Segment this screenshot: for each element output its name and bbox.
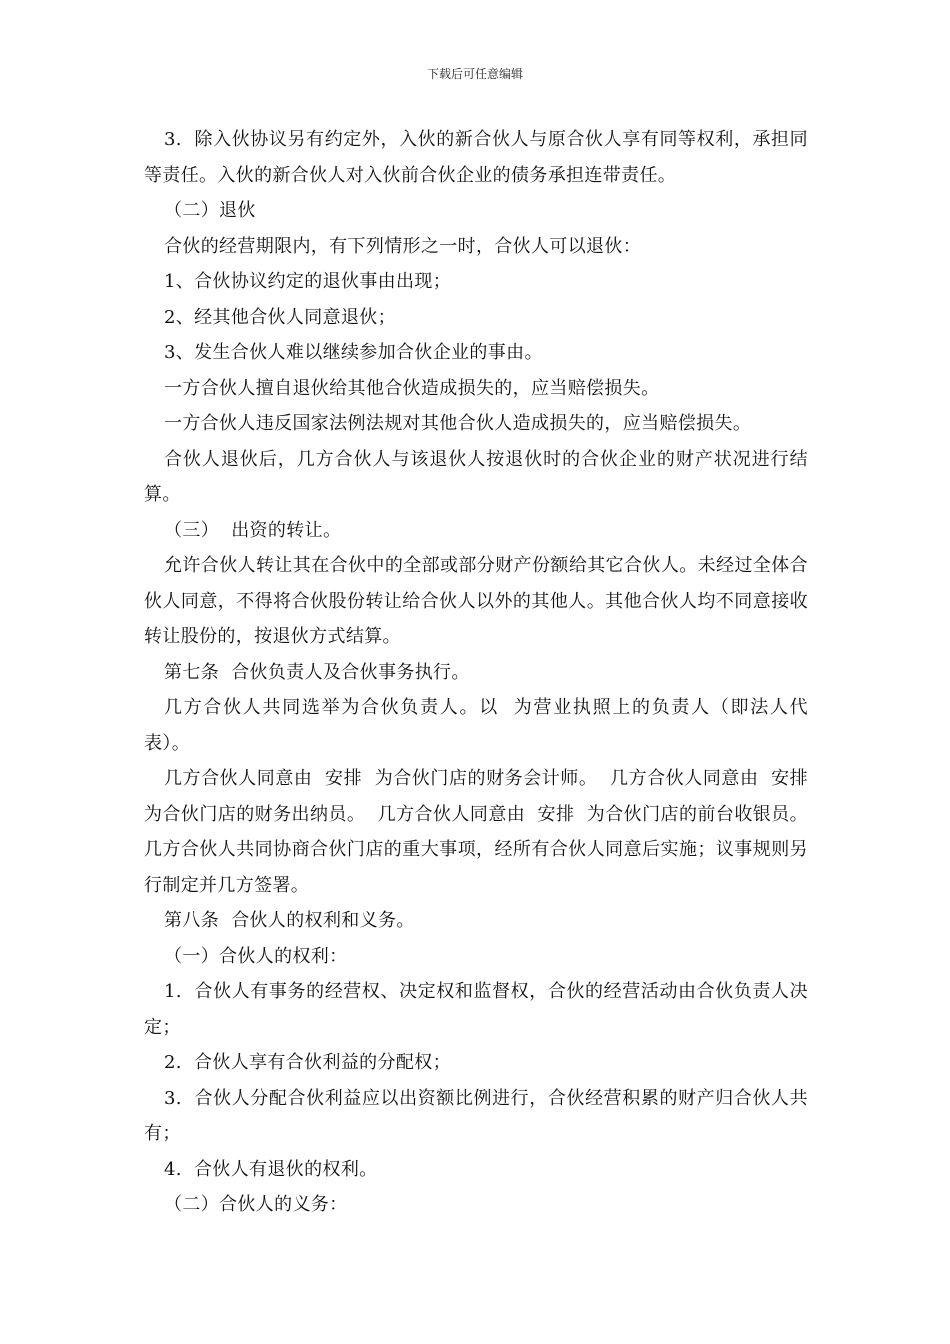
list-item-withdrawal-3: 3、发生合伙人难以继续参加合伙企业的事由。 [164,342,543,363]
section-heading-obligations: （二）合伙人的义务： [164,1194,348,1215]
section-heading-rights: （一）合伙人的权利： [164,945,348,967]
list-item-withdrawal-1: 1、合伙协议约定的退伙事由出现； [164,271,452,292]
section-heading-transfer: （三） 出资的转让。 [164,519,342,541]
paragraph-law-violation: 一方合伙人违反国家法例法规对其他合伙人造成损失的，应当赔偿损失。 [164,413,752,434]
paragraph-staff-arrangement: 几方合伙人同意由 安排 为合伙门店的财务会计师。 几方合伙人同意由 安排 为合伙门店的财务出纳员。 几方合伙人同意由 安排 为合伙门店的前台收银员。 几方合伙人共同协商合伙门店的重大事项，经所有合伙人同意后实施；议事规则另行制定并几方签署。 [144,768,821,896]
list-item-withdrawal-2: 2、经其他合伙人同意退伙； [164,306,397,328]
section-heading-withdrawal: （二）退伙 [164,200,256,221]
article-heading-eight: 第八条 合伙人的权利和义务。 [164,910,415,931]
page-header: 下载后可任意编辑 [426,67,523,81]
paragraph-unauthorized-withdrawal: 一方合伙人擅自退伙给其他合伙造成损失的，应当赔偿损失。 [164,377,660,399]
document-body [144,122,821,1223]
list-item-right-1: 1. 合伙人有事务的经营权、决定权和监督权，合伙的经营活动由合伙负责人决定； [144,981,808,1038]
article-heading-seven: 第七条 合伙负责人及合伙事务执行。 [164,661,470,683]
paragraph-withdrawal-conditions: 合伙的经营期限内，有下列情形之一时，合伙人可以退伙： [164,235,642,257]
list-item-right-4: 4. 合伙人有退伙的权利。 [164,1158,378,1180]
list-item-right-2: 2. 合伙人享有合伙利益的分配权； [164,1052,451,1073]
list-item-right-3: 3. 合伙人分配合伙利益应以出资额比例进行，合伙经营积累的财产归合伙人共有； [144,1087,808,1144]
paragraph-capital-transfer: 允许合伙人转让其在合伙中的全部或部分财产份额给其它合伙人。未经过全体合伙人同意，不得将合伙股份转让给合伙人以外的其他人。其他合伙人均不同意接收转让股份的，按退伙方式结算。 [144,555,808,647]
paragraph-responsible-person: 几方合伙人共同选举为合伙负责人。以 为营业执照上的负责人（即法人代表）。 [144,697,808,754]
paragraph-admission-rights: 3. 除入伙协议另有约定外，入伙的新合伙人与原合伙人享有同等权利，承担同等责任。入伙的新合伙人对入伙前合伙企业的债务承担连带责任。 [144,129,808,186]
paragraph-withdrawal-settlement: 合伙人退伙后，几方合伙人与该退伙人按退伙时的合伙企业的财产状况进行结算。 [144,448,808,505]
